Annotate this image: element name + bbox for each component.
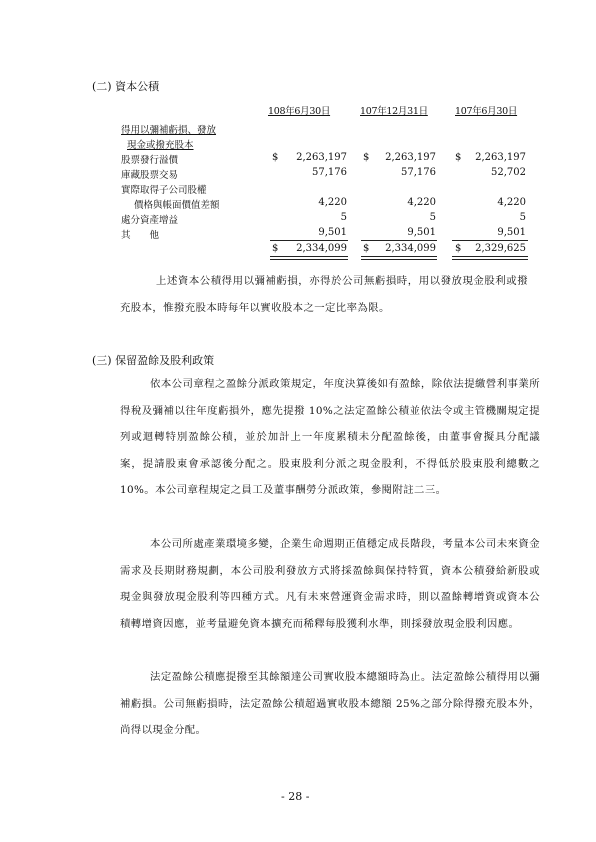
column-header-2018-06-30: 107年6月30日 xyxy=(455,106,518,117)
total-value: 2,334,099 xyxy=(296,243,347,254)
cell-value: 5 xyxy=(340,212,347,223)
cell-value: 2,263,197 xyxy=(296,152,347,163)
column-header-2019-06-30: 108年6月30日 xyxy=(268,106,331,117)
cell-value: 9,501 xyxy=(407,227,436,238)
subtotal-rule xyxy=(361,240,437,241)
row-label-other: 其 他 xyxy=(121,230,160,241)
currency-symbol: $ xyxy=(455,152,462,163)
cell-value: 2,263,197 xyxy=(385,152,436,163)
capital-surplus-paragraph: 上述資本公積得用以彌補虧損，亦得於公司無虧損時，用以發放現金股利或撥充股本，惟撥充股本時每年以實收股本之一定比率為限。 xyxy=(120,275,528,314)
row-label-price-difference: 價格與帳面價值差額 xyxy=(134,200,220,211)
currency-symbol: $ xyxy=(363,152,370,163)
currency-symbol: $ xyxy=(272,152,279,163)
column-header-2018-12-31: 107年12月31日 xyxy=(360,106,428,117)
currency-symbol: $ xyxy=(272,243,279,254)
currency-symbol: $ xyxy=(455,243,462,254)
cell-value: 57,176 xyxy=(312,167,347,178)
row-label-disposal-gain: 處分資產增益 xyxy=(121,215,179,226)
legal-reserve-paragraph: 法定盈餘公積應提撥至其餘額達公司實收股本總額時為止。法定盈餘公積得用以彌補虧損。公司無虧損時，法定盈餘公積超過實收股本總額 25%之部分除得撥充股本外，尚得以現金分配。 xyxy=(120,671,540,737)
dividend-policy-paragraph: 依本公司章程之盈餘分派政策規定，年度決算後如有盈餘，除依法提繳營利事業所得稅及彌補以往年度虧損外，應先提撥 10%之法定盈餘公積並依法令或主管機關規定提列或迴轉特別盈餘公積，並於加計上一年度累積未分配盈餘後，由董事會擬具分配議案，提請股東會承認後分配之。股東股利分派之現金股利，不得低於股東股利總數之 10%。本公司章程規定之員工及董事酬勞分派政策，參閱附註二三。 xyxy=(120,378,540,497)
cell-value: 2,263,197 xyxy=(475,152,526,163)
total-value: 2,329,625 xyxy=(475,243,526,254)
table-heading-line-1: 得用以彌補虧損、發放 xyxy=(121,125,217,136)
total-double-rule xyxy=(452,256,528,260)
cell-value: 4,220 xyxy=(318,197,347,208)
subtotal-rule xyxy=(452,240,528,241)
row-label-treasury-stock: 庫藏股票交易 xyxy=(121,170,179,181)
total-value: 2,334,099 xyxy=(385,243,436,254)
dividend-strategy-paragraph: 本公司所處產業環境多變，企業生命週期正值穩定成長階段，考量本公司未來資金需求及長期財務規劃，本公司股利發放方式將採盈餘與保持特質，資本公積發給新股或現金與發放現金股利等四種方式。凡有未來營運資金需求時，則以盈餘轉增資或資本公積轉增資因應，並考量避免資本擴充而稀釋每股獲利水準，則採發放現金股利因應。 xyxy=(120,538,540,630)
section-3-title: (三) 保留盈餘及股利政策 xyxy=(92,354,215,367)
row-label-share-premium: 股票發行溢價 xyxy=(121,155,179,166)
cell-value: 4,220 xyxy=(497,197,526,208)
cell-value: 9,501 xyxy=(318,227,347,238)
cell-value: 57,176 xyxy=(401,167,436,178)
page-number: - 28 - xyxy=(281,790,310,803)
cell-value: 52,702 xyxy=(491,167,526,178)
section-2-title: (二) 資本公積 xyxy=(92,80,160,93)
cell-value: 4,220 xyxy=(407,197,436,208)
cell-value: 5 xyxy=(519,212,526,223)
currency-symbol: $ xyxy=(363,243,370,254)
subtotal-rule xyxy=(270,240,348,241)
cell-value: 5 xyxy=(429,212,436,223)
total-double-rule xyxy=(361,256,437,260)
cell-value: 9,501 xyxy=(497,227,526,238)
row-label-subsidiary-equity: 實際取得子公司股權 xyxy=(121,185,207,196)
table-heading-line-2: 現金或撥充股本 xyxy=(127,140,194,151)
total-double-rule xyxy=(270,256,348,260)
